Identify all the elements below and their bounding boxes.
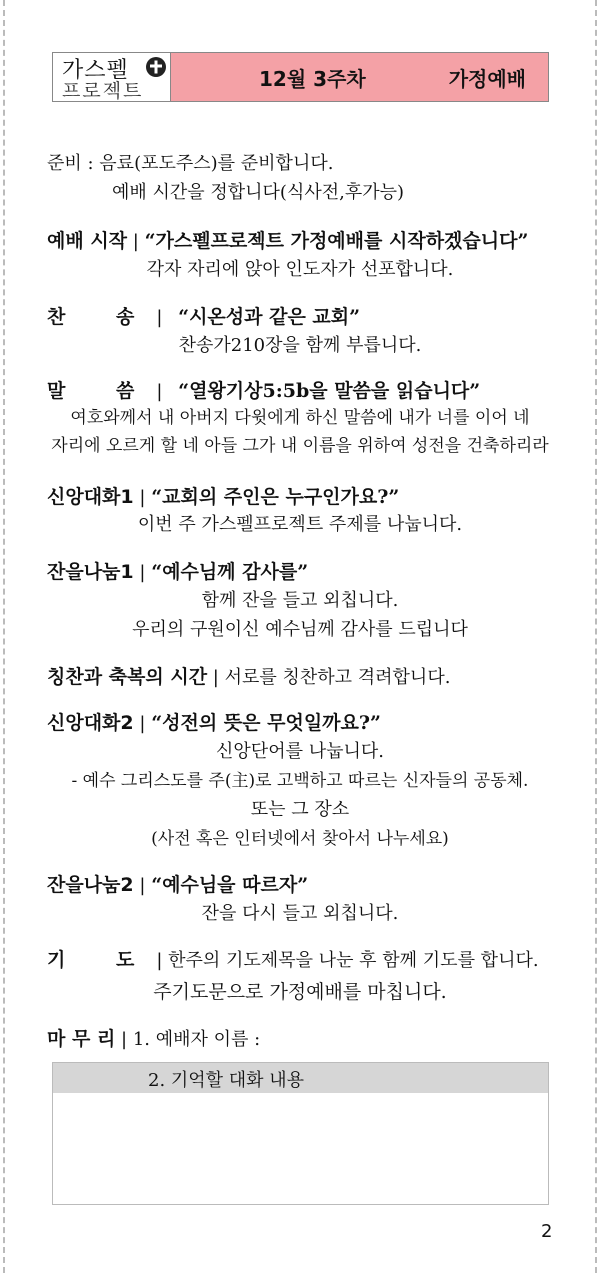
cup2-desc: 잔을 다시 들고 외칩니다. xyxy=(201,903,399,924)
talk1-label: 신앙대화1 xyxy=(47,486,134,508)
cup1-desc-1: 함께 잔을 들고 외칩니다. xyxy=(201,590,399,611)
worship-type-label: 가정예배 xyxy=(448,66,526,91)
end-label: 마 무 리 xyxy=(47,1028,116,1050)
separator: | xyxy=(139,562,146,583)
word-verse-1: 여호와께서 내 아버지 다윗에게 하신 말씀에 내가 너를 이어 네 xyxy=(70,408,530,428)
praise-text: 서로를 칭찬하고 격려합니다. xyxy=(224,667,451,688)
talk2-label: 신앙대화2 xyxy=(47,712,134,734)
week-label: 12월 3주차 xyxy=(259,66,366,91)
talk2-heading xyxy=(47,711,381,736)
separator: | xyxy=(156,381,163,402)
talk2-desc-4: (사전 혹은 인터넷에서 찾아서 나누세요) xyxy=(151,829,449,849)
cup2-quote: “예수님을 따르자” xyxy=(151,874,309,896)
prep-text-1: 음료(포도주스)를 준비합니다. xyxy=(99,153,334,174)
word-heading xyxy=(47,379,480,404)
cup2-label: 잔을나눔2 xyxy=(47,874,134,896)
end-item-1: 1. 예배자 이름 : xyxy=(132,1029,261,1050)
hymn-desc: 찬송가210장을 함께 부릅니다. xyxy=(178,335,422,356)
prayer-text: 한주의 기도제목을 나눈 후 함께 기도를 합니다. xyxy=(168,950,539,971)
talk2-desc-1: 신앙단어를 나눕니다. xyxy=(216,741,384,762)
gospel-project-logo xyxy=(53,53,171,101)
cross-icon xyxy=(146,57,166,77)
word-label: 말 씀 xyxy=(47,380,157,402)
separator: | xyxy=(139,713,146,734)
cup1-quote: “예수님께 감사를” xyxy=(151,561,309,583)
separator: | xyxy=(139,487,146,508)
separator: | xyxy=(156,307,163,328)
prep-line-1 xyxy=(47,152,333,176)
word-verse-2: 자리에 오르게 할 네 아들 그가 내 이름을 위하여 성전을 건축하리라 xyxy=(51,436,549,456)
talk1-desc: 이번 주 가스펠프로젝트 주제를 나눕니다. xyxy=(137,514,463,535)
talk1-heading xyxy=(47,485,399,510)
prep-text-2: 예배 시간을 정합니다(식사전,후가능) xyxy=(112,182,405,203)
cup1-heading xyxy=(47,560,308,585)
cup2-heading xyxy=(47,873,308,898)
talk2-desc-2: - 예수 그리스도를 주(主)로 고백하고 따르는 신자들의 공동체. xyxy=(71,771,529,791)
start-quote: “가스펠프로젝트 가정예배를 시작하겠습니다” xyxy=(144,230,529,252)
separator: | xyxy=(121,1029,128,1050)
word-quote: “열왕기상5:5b을 말씀을 읽습니다” xyxy=(178,380,481,402)
cup1-desc-2: 우리의 구원이신 예수님께 감사를 드립니다 xyxy=(132,619,468,640)
praise-label: 칭찬과 축복의 시간 xyxy=(47,666,208,688)
memo-box xyxy=(52,1062,549,1205)
talk1-quote: “교회의 주인은 누구인가요?” xyxy=(151,486,400,508)
start-desc: 각자 자리에 앉아 인도자가 선포합니다. xyxy=(146,259,454,280)
logo-bottom-text: 프로젝트 xyxy=(62,80,144,102)
start-label: 예배 시작 xyxy=(47,230,128,252)
hymn-quote: “시온성과 같은 교회” xyxy=(178,306,361,328)
page-header xyxy=(52,52,549,102)
page-number: 2 xyxy=(541,1221,553,1242)
prayer-label: 기 도 xyxy=(47,949,157,971)
separator: | xyxy=(156,950,163,971)
start-heading xyxy=(47,229,528,254)
prayer-desc: 주기도문으로 가정예배를 마칩니다. xyxy=(153,981,447,1003)
prep-label: 준비 : xyxy=(47,153,94,174)
header-bar xyxy=(171,53,548,101)
end-item-2: 2. 기억할 대화 내용 xyxy=(148,1070,305,1091)
end-heading xyxy=(47,1027,260,1052)
logo-top-text: 가스펠 xyxy=(62,58,129,83)
hymn-heading xyxy=(47,305,360,330)
separator: | xyxy=(132,231,139,252)
memo-bar xyxy=(53,1063,548,1093)
separator: | xyxy=(212,667,219,688)
talk2-desc-3: 또는 그 장소 xyxy=(250,799,350,820)
hymn-label: 찬 송 xyxy=(47,306,157,328)
separator: | xyxy=(139,875,146,896)
prayer-heading xyxy=(47,948,539,973)
talk2-quote: “성전의 뜻은 무엇일까요?” xyxy=(151,712,381,734)
praise-heading xyxy=(47,665,450,690)
cup1-label: 잔을나눔1 xyxy=(47,561,134,583)
